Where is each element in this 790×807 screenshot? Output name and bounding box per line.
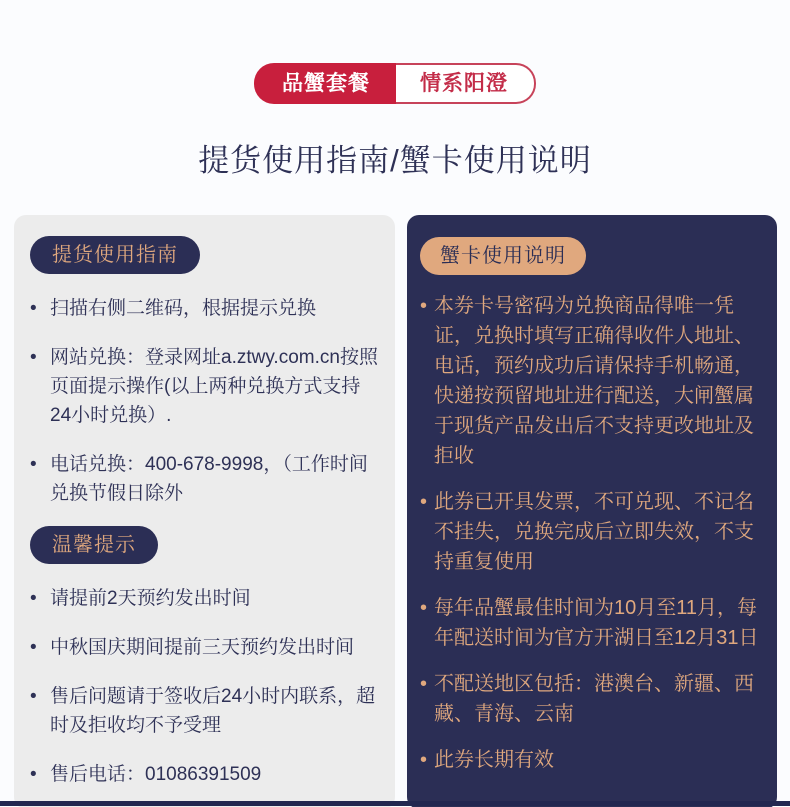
crab-card-list (420, 291, 763, 775)
header-badge (0, 0, 790, 104)
page-title: 提货使用指南/蟹卡使用说明 (198, 143, 592, 178)
crab-card-panel (407, 215, 777, 807)
pickup-guide-panel (14, 215, 395, 807)
crab-card-badge: 蟹卡使用说明 (420, 237, 586, 275)
tips-badge: 温馨提示 (30, 526, 158, 564)
list-item: • 此券已开具发票，不可兑现、不记名不挂失，兑换完成后立即失效，不支持重复使用 (420, 487, 763, 577)
bottom-divider-bar (0, 801, 790, 806)
list-item: • 不配送地区包括：港澳台、新疆、西藏、青海、云南 (420, 669, 763, 729)
tips-list (30, 584, 379, 789)
pickup-guide-list (30, 294, 379, 508)
tips-badge-wrap (30, 526, 379, 564)
list-item: • 电话兑换：400-678-9998，（工作时间兑换节假日除外 (30, 450, 379, 508)
list-item: • 中秋国庆期间提前三天预约发出时间 (30, 633, 379, 662)
header-badge-left: 品蟹套餐 (254, 63, 396, 104)
list-item: • 售后问题请于签收后24小时内联系，超时及拒收均不予受理 (30, 682, 379, 740)
header-badge-right: 情系阳澄 (396, 63, 536, 104)
list-item: • 网站兑换：登录网址a.ztwy.com.cn按照页面提示操作(以上两种兑换方式支持24小时兑换）. (30, 343, 379, 430)
content-panels (14, 215, 777, 807)
list-item: • 每年品蟹最佳时间为10月至11月，每年配送时间为官方开湖日至12月31日 (420, 593, 763, 653)
list-item: • 售后电话：01086391509 (30, 760, 379, 789)
list-item: • 扫描右侧二维码，根据提示兑换 (30, 294, 379, 323)
list-item: • 请提前2天预约发出时间 (30, 584, 379, 613)
pickup-guide-badge: 提货使用指南 (30, 236, 200, 274)
list-item: • 此券长期有效 (420, 745, 763, 775)
list-item: • 本券卡号密码为兑换商品得唯一凭证，兑换时填写正确得收件人地址、电话，预约成功后请保持手机畅通，快递按预留地址进行配送，大闸蟹属于现货产品发出后不支持更改地址及拒收 (420, 291, 763, 471)
